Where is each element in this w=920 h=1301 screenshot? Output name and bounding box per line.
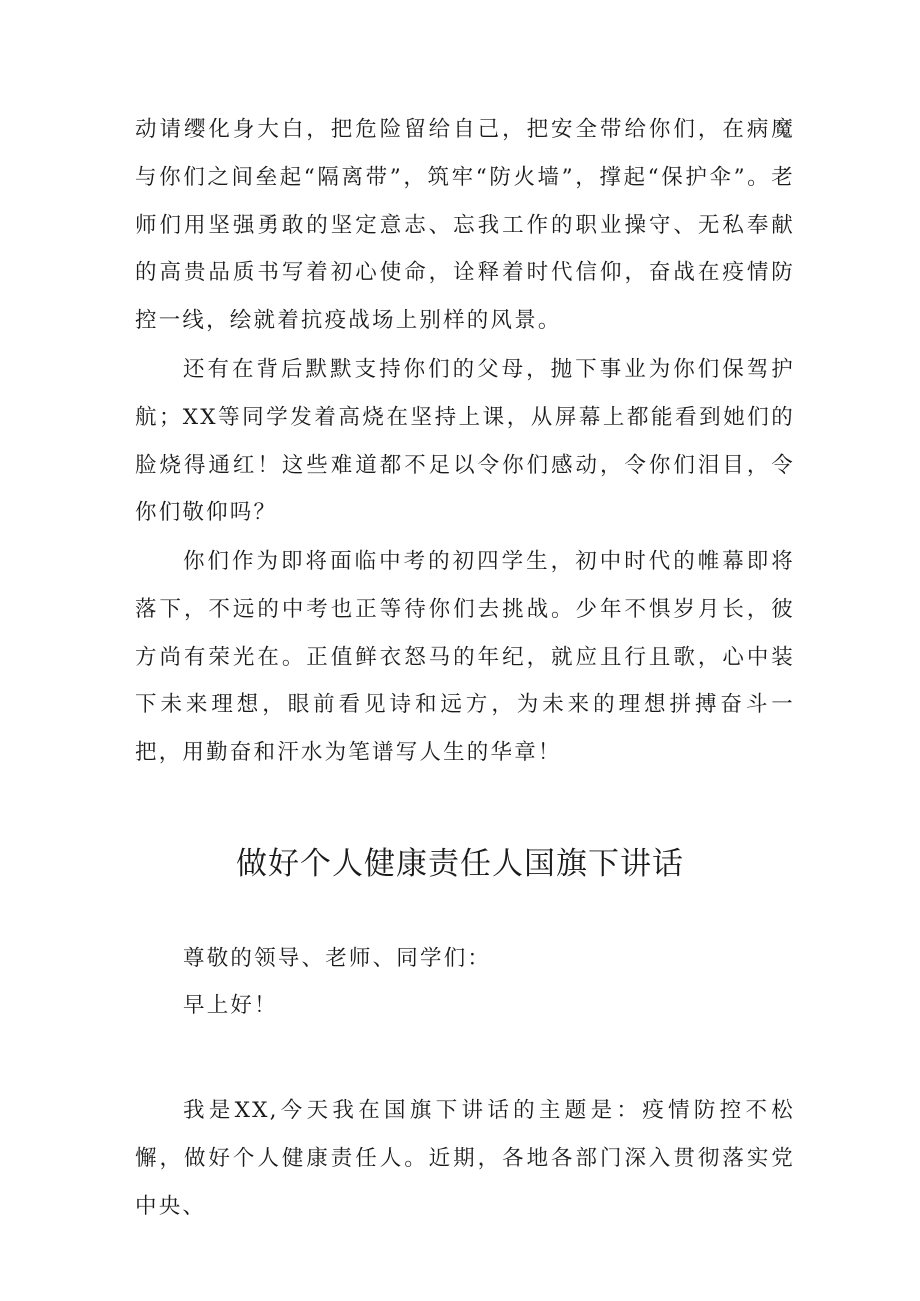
paragraph-students: 你们作为即将面临中考的初四学生，初中时代的帷幕即将落下，不远的中考也正等待你们去挑战。少年不惧岁月长，彼方尚有荣光在。正值鲜衣怒马的年纪，就应且行且歌，心中装下未来理想，眼前看见诗和远方，为未来的理想拼搏奋斗一把，用勤奋和汗水为笔谱写人生的华章！: [135, 549, 795, 766]
speech-title: 做好个人健康责任人国旗下讲话: [236, 846, 684, 882]
paragraph-speech-intro: 我是XX,今天我在国旗下讲话的主题是：疫情防控不松懈，做好个人健康责任人。近期，各地各部门深入贯彻落实党中央、: [135, 1098, 795, 1219]
paragraph-parents: 还有在背后默默支持你们的父母，抛下事业为你们保驾护航；XX等同学发着高烧在坚持上课，从屏幕上都能看到她们的脸烧得通红！这些难道都不足以令你们感动，令你们泪目，令你们敬仰吗？: [135, 357, 795, 526]
speech-hello: 早上好！: [183, 993, 278, 1018]
paragraph-teachers: 动请缨化身大白，把危险留给自己，把安全带给你们，在病魔与你们之间垒起“隔离带”，筑牢“防火墙”，撑起“保护伞”。老师们用坚强勇敢的坚定意志、忘我工作的职业操守、无私奉献的高贵品质书写着初心使命，诠释着时代信仰，奋战在疫情防控一线，绘就着抗疫战场上别样的风景。: [135, 117, 795, 334]
speech-greeting: 尊敬的领导、老师、同学们：: [183, 946, 492, 971]
